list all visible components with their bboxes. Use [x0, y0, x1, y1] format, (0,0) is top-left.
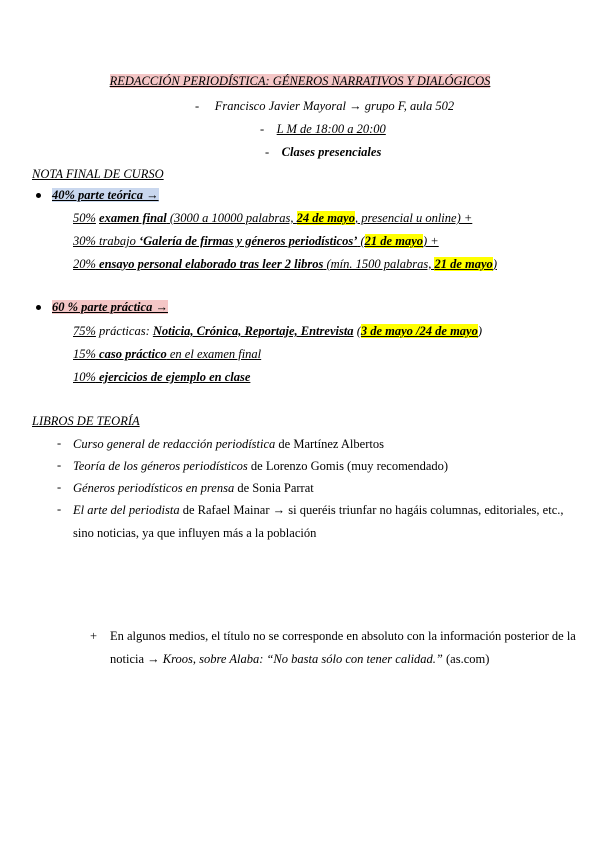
libro-rest2: sino noticias, ya que influyen más a la población — [73, 526, 317, 540]
nota-final-heading — [32, 166, 164, 182]
bullet-icon — [36, 305, 41, 310]
libro-item-4-cont — [73, 525, 316, 541]
dash-marker: - — [260, 122, 265, 136]
item-date: 3 de mayo /24 de mayo — [360, 324, 478, 338]
item-pre: (3000 a 10000 palabras, — [166, 211, 297, 225]
note-line-1 — [110, 628, 576, 644]
libro-item-4 — [73, 502, 564, 518]
document-title — [0, 73, 600, 89]
dash-marker: - — [195, 99, 200, 113]
item-post: ) — [477, 324, 483, 338]
item-pct: 30% — [73, 234, 96, 248]
practica-item-1 — [73, 323, 482, 339]
item-pct: 20% — [73, 257, 96, 271]
item-pre: (mín. 1500 palabras, — [323, 257, 435, 271]
schedule-text: L M de 18:00 a 20:00 — [276, 122, 386, 136]
libro-item-1 — [73, 436, 384, 452]
libro-rest: de Sonia Parrat — [234, 481, 314, 495]
item-pct: 75% — [73, 324, 96, 338]
libro-item-3 — [73, 480, 314, 496]
libro-rest: de Martínez Albertos — [275, 437, 384, 451]
note-quote: Kroos, sobre Alaba: “No basta sólo con tener calidad.” — [162, 652, 443, 666]
modality-text: Clases presenciales — [281, 145, 382, 159]
note-text-pre: noticia → — [110, 652, 163, 666]
item-name: Noticia, Crónica, Reportaje, Entrevista — [152, 324, 354, 338]
item-post: ) — [492, 257, 497, 271]
libro-title: Curso general de redacción periodística — [73, 437, 276, 451]
practica-item-3 — [73, 369, 250, 385]
item-post: ) + — [423, 234, 439, 248]
teorica-item-2 — [73, 233, 439, 249]
item-pct: 50% — [73, 211, 96, 225]
item-pct: 10% — [73, 370, 96, 384]
libro-item-2 — [73, 458, 448, 474]
item-date: 21 de mayo — [434, 257, 493, 271]
item-pre: ( — [353, 324, 361, 338]
item-pre: ( — [357, 234, 365, 248]
libros-heading-text: LIBROS DE TEORÍA — [32, 414, 140, 428]
teorica-label: 40% parte teórica → — [52, 188, 159, 202]
teorica-item-1 — [73, 210, 472, 226]
item-date: 21 de mayo — [364, 234, 423, 248]
note-source: (as.com) — [442, 652, 490, 666]
bullet-icon — [36, 193, 41, 198]
item-name: ejercicios de ejemplo en clase — [95, 370, 251, 384]
schedule-line — [260, 121, 386, 137]
nota-final-heading-text: NOTA FINAL DE CURSO — [32, 167, 164, 181]
item-name: ‘Galería de firmas y géneros periodísticos’ — [138, 234, 358, 248]
item-name: caso práctico — [95, 347, 167, 361]
plus-icon: + — [90, 629, 98, 643]
libro-rest: de Lorenzo Gomis (muy recomendado) — [247, 459, 449, 473]
modality-line — [265, 144, 381, 160]
libro-title: Géneros periodísticos en prensa — [73, 481, 235, 495]
practica-label-line — [52, 299, 168, 315]
item-pre1: trabajo — [95, 234, 139, 248]
teacher-text: Francisco Javier Mayoral → grupo F, aula 502 — [214, 99, 455, 113]
libro-title: El arte del periodista — [73, 503, 180, 517]
item-pre1: prácticas: — [95, 324, 153, 338]
dash-marker: - — [57, 458, 62, 472]
practica-item-2 — [73, 346, 261, 362]
teacher-line — [195, 98, 454, 114]
item-name: ensayo personal elaborado tras leer 2 libros — [95, 257, 324, 271]
libros-heading — [32, 413, 140, 429]
item-post: , presencial u online) + — [354, 211, 473, 225]
item-name: examen final — [99, 211, 167, 225]
item-date: 24 de mayo — [296, 211, 355, 225]
teorica-item-3 — [73, 256, 497, 272]
dash-marker: - — [57, 436, 62, 450]
note-text-1: En algunos medios, el título no se corresponde en absoluto con la información posterior de la — [110, 629, 576, 643]
item-post: en el examen final — [166, 347, 262, 361]
libro-title: Teoría de los géneros periodísticos — [73, 459, 248, 473]
libro-rest: de Rafael Mainar → si queréis triunfar no hagáis columnas, editoriales, etc., — [179, 503, 564, 517]
dash-marker: - — [57, 502, 62, 516]
title-text: REDACCIÓN PERIODÍSTICA: GÉNEROS NARRATIVOS Y DIALÓGICOS — [109, 74, 491, 88]
practica-label: 60 % parte práctica → — [52, 300, 168, 314]
item-pct: 15% — [73, 347, 96, 361]
dash-marker: - — [265, 145, 270, 159]
teorica-label-line — [52, 187, 159, 203]
note-line-2 — [110, 651, 489, 667]
dash-marker: - — [57, 480, 62, 494]
